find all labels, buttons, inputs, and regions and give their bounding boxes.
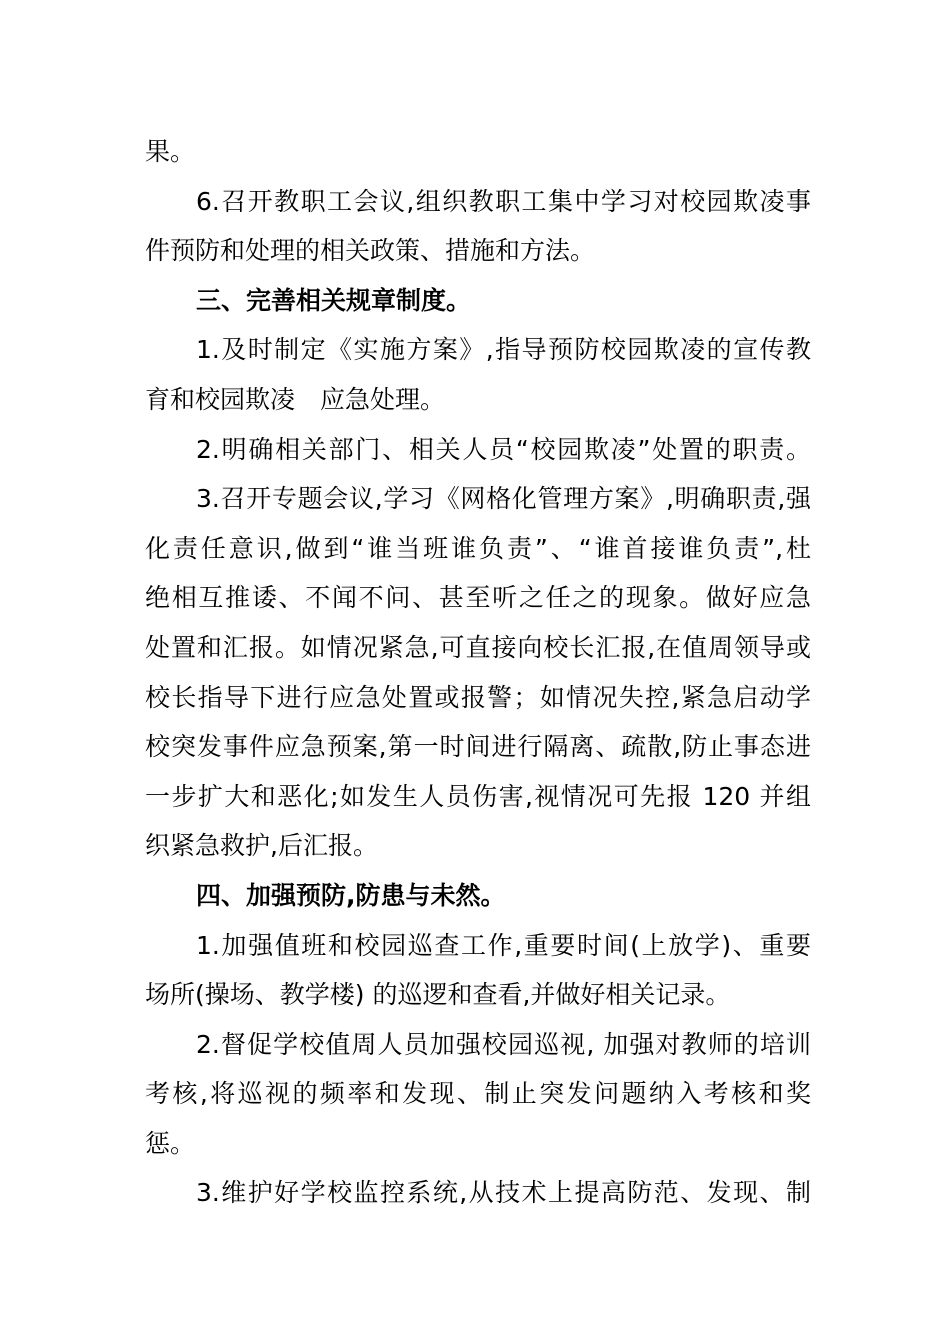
text-line: 6.召开教职工会议,组织教职工集中学习对校园欺凌事 bbox=[196, 186, 811, 216]
section-heading: 四、加强预防,防患与未然。 bbox=[196, 880, 506, 910]
text-line: 一步扩大和恶化;如发生人员伤害,视情况可先报 120 并组 bbox=[145, 781, 811, 811]
text-line: 校长指导下进行应急处置或报警；如情况失控,紧急启动学 bbox=[145, 682, 811, 712]
text-line: 处置和汇报。如情况紧急,可直接向校长汇报,在值周领导或 bbox=[145, 632, 811, 662]
text-line: 绝相互推诿、不闻不问、甚至听之任之的现象。做好应急 bbox=[145, 583, 811, 613]
text-line: 化责任意识,做到“谁当班谁负责”、“谁首接谁负责”,杜 bbox=[145, 533, 811, 563]
text-line: 3.维护好学校监控系统,从技术上提高防范、发现、制 bbox=[196, 1178, 811, 1208]
text-line: 件预防和处理的相关政策、措施和方法。 bbox=[145, 236, 596, 266]
text-line: 1.及时制定《实施方案》,指导预防校园欺凌的宣传教 bbox=[196, 335, 811, 365]
text-line: 育和校园欺凌 应急处理。 bbox=[145, 384, 446, 414]
text-line: 惩。 bbox=[145, 1128, 196, 1158]
text-line: 果。 bbox=[145, 137, 196, 166]
text-line: 织紧急救护,后汇报。 bbox=[145, 831, 378, 861]
text-line: 2.明确相关部门、相关人员“校园欺凌”处置的职责。 bbox=[196, 434, 811, 464]
text-line: 1.加强值班和校园巡查工作,重要时间(上放学)、重要 bbox=[196, 930, 811, 960]
text-line: 2.督促学校值周人员加强校园巡视, 加强对教师的培训 bbox=[196, 1029, 811, 1059]
document-body bbox=[145, 127, 811, 1218]
section-heading: 三、完善相关规章制度。 bbox=[196, 285, 472, 315]
text-line: 3.召开专题会议,学习《网格化管理方案》,明确职责,强 bbox=[196, 484, 811, 514]
text-line: 场所(操场、教学楼) 的巡逻和查看,并做好相关记录。 bbox=[145, 980, 731, 1010]
text-line: 考核,将巡视的频率和发现、制止突发问题纳入考核和奖 bbox=[145, 1079, 811, 1109]
text-line: 校突发事件应急预案,第一时间进行隔离、疏散,防止事态进 bbox=[145, 732, 811, 762]
